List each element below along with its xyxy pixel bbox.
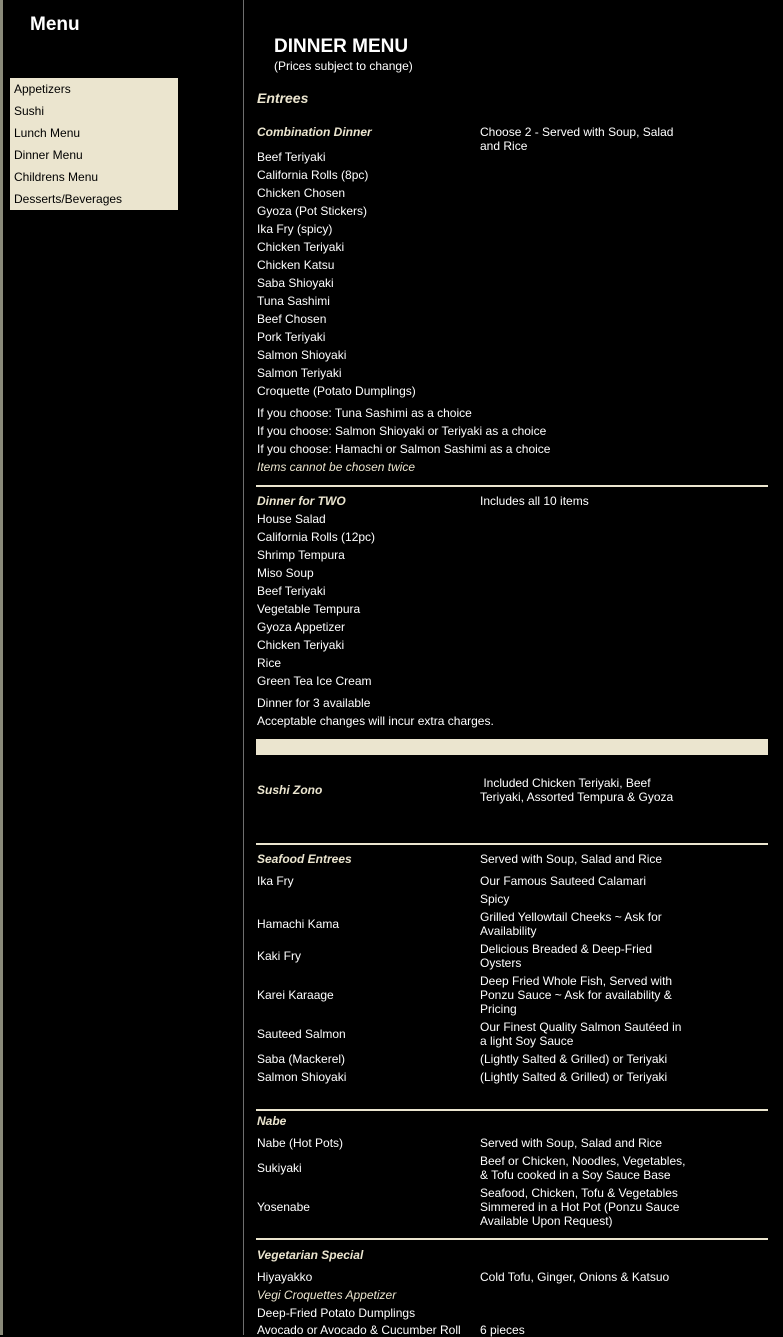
combination-item: Chicken Chosen xyxy=(257,186,346,200)
seafood-desc-cell: Grilled Yellowtail Cheeks ~ Ask for Availability xyxy=(480,910,662,938)
combination-choice: If you choose: Hamachi or Salmon Sashimi as a choice xyxy=(257,442,551,456)
zono-title: Sushi Zono xyxy=(257,783,323,797)
nav-item-dinner-menu[interactable]: Dinner Menu xyxy=(14,148,83,162)
entrees-heading: Entrees xyxy=(257,90,309,106)
section-band xyxy=(256,739,768,755)
combination-item: Tuna Sashimi xyxy=(257,294,330,308)
seafood-desc-cell: Deep Fried Whole Fish, Served with Ponzu Sauce ~ Ask for availability & Pricing xyxy=(480,974,673,1016)
veg-name: Hiyayakko xyxy=(257,1270,313,1284)
two-note: Acceptable changes will incur extra charges. xyxy=(257,714,494,728)
two-item: Vegetable Tempura xyxy=(257,602,361,616)
two-item: Green Tea Ice Cream xyxy=(257,674,372,688)
seafood-name: Saba (Mackerel) xyxy=(257,1052,346,1066)
section-divider xyxy=(256,485,768,487)
seafood-desc-cell: Our Finest Quality Salmon Sautéed in a light Soy Sauce xyxy=(480,1020,682,1048)
combination-item: Saba Shioyaki xyxy=(257,276,334,290)
seafood-name: Salmon Shioyaki xyxy=(257,1070,347,1084)
sidebar-divider xyxy=(243,0,244,1335)
seafood-desc-cell: (Lightly Salted & Grilled) or Teriyaki xyxy=(480,1052,668,1066)
two-item: Chicken Teriyaki xyxy=(257,638,345,652)
seafood-title: Seafood Entrees xyxy=(257,852,352,866)
two-title: Dinner for TWO xyxy=(257,494,346,508)
combination-item: California Rolls (8pc) xyxy=(257,168,369,182)
nabe-name: Sukiyaki xyxy=(257,1161,302,1175)
zono-desc: Included Chicken Teriyaki, Beef Teriyaki, Assorted Tempura & Gyoza xyxy=(480,776,674,804)
two-item: Gyoza Appetizer xyxy=(257,620,346,634)
nabe-desc-cell: Served with Soup, Salad and Rice xyxy=(480,1136,663,1150)
two-item: House Salad xyxy=(257,512,326,526)
combination-desc: Choose 2 - Served with Soup, Salad and Rice xyxy=(480,125,674,153)
nav-item-sushi[interactable]: Sushi xyxy=(14,104,45,118)
section-divider xyxy=(256,1238,768,1240)
page-title: DINNER MENU xyxy=(274,36,409,57)
combination-header xyxy=(257,125,769,153)
two-desc: Includes all 10 items xyxy=(480,494,589,508)
veg-desc-cell: Cold Tofu, Ginger, Onions & Katsuo xyxy=(480,1270,670,1284)
combination-note: Items cannot be chosen twice xyxy=(257,460,416,474)
combination-item: Chicken Katsu xyxy=(257,258,335,272)
combination-choice: If you choose: Tuna Sashimi as a choice xyxy=(257,406,472,420)
page-subtitle: (Prices subject to change) xyxy=(274,59,413,73)
nabe-desc-cell: Seafood, Chicken, Tofu & Vegetables Simmered in a Hot Pot (Ponzu Sauce Available Upon Request) xyxy=(480,1186,680,1228)
two-item: Beef Teriyaki xyxy=(257,584,326,598)
combination-item: Beef Chosen xyxy=(257,312,327,326)
seafood-desc-cell: (Lightly Salted & Grilled) or Teriyaki xyxy=(480,1070,668,1084)
section-divider xyxy=(256,843,768,845)
seafood-desc-cell: Delicious Breaded & Deep-Fried Oysters xyxy=(480,942,653,970)
combination-item: Chicken Teriyaki xyxy=(257,240,345,254)
two-item: Miso Soup xyxy=(257,566,314,580)
nav-item-appetizers[interactable]: Appetizers xyxy=(14,82,71,96)
seafood-name: Ika Fry xyxy=(257,874,294,888)
veg-title: Vegetarian Special xyxy=(257,1248,364,1262)
seafood-desc-cell: Spicy xyxy=(480,892,510,906)
nav-item-desserts-beverages[interactable]: Desserts/Beverages xyxy=(14,192,123,206)
veg-name: Deep-Fried Potato Dumplings xyxy=(257,1306,416,1320)
combination-item: Beef Teriyaki xyxy=(257,150,326,164)
seafood-name: Hamachi Kama xyxy=(257,917,340,931)
nabe-title: Nabe xyxy=(257,1114,287,1128)
combination-item: Croquette (Potato Dumplings) xyxy=(257,384,416,398)
veg-desc-cell: 6 pieces xyxy=(480,1323,525,1337)
two-item: Rice xyxy=(257,656,282,670)
seafood-desc: Served with Soup, Salad and Rice xyxy=(480,852,663,866)
combination-title: Combination Dinner xyxy=(257,125,372,139)
nabe-name: Yosenabe xyxy=(257,1200,310,1214)
nav-item-lunch-menu[interactable]: Lunch Menu xyxy=(14,126,81,140)
sidebar-title: Menu xyxy=(30,14,80,35)
two-item: Shrimp Tempura xyxy=(257,548,345,562)
veg-name: Vegi Croquettes Appetizer xyxy=(257,1288,397,1302)
combination-item: Gyoza (Pot Stickers) xyxy=(257,204,368,218)
two-item: California Rolls (12pc) xyxy=(257,530,376,544)
combination-item: Ika Fry (spicy) xyxy=(257,222,333,236)
nabe-desc-cell: Beef or Chicken, Noodles, Vegetables, & Tofu cooked in a Soy Sauce Base xyxy=(480,1154,686,1182)
seafood-name: Karei Karaage xyxy=(257,988,334,1002)
combination-choice: If you choose: Salmon Shioyaki or Teriyaki as a choice xyxy=(257,424,547,438)
seafood-name: Kaki Fry xyxy=(257,949,302,963)
nabe-name: Nabe (Hot Pots) xyxy=(257,1136,344,1150)
sidebar-nav xyxy=(10,78,178,210)
combination-item: Salmon Teriyaki xyxy=(257,366,342,380)
nav-item-childrens-menu[interactable]: Childrens Menu xyxy=(14,170,99,184)
veg-name: Avocado or Avocado & Cucumber Roll xyxy=(257,1323,461,1337)
two-note: Dinner for 3 available xyxy=(257,696,371,710)
seafood-name: Sauteed Salmon xyxy=(257,1027,346,1041)
seafood-desc-cell: Our Famous Sauteed Calamari xyxy=(480,874,647,888)
section-divider xyxy=(256,1109,768,1111)
combination-item: Salmon Shioyaki xyxy=(257,348,347,362)
combination-item: Pork Teriyaki xyxy=(257,330,326,344)
